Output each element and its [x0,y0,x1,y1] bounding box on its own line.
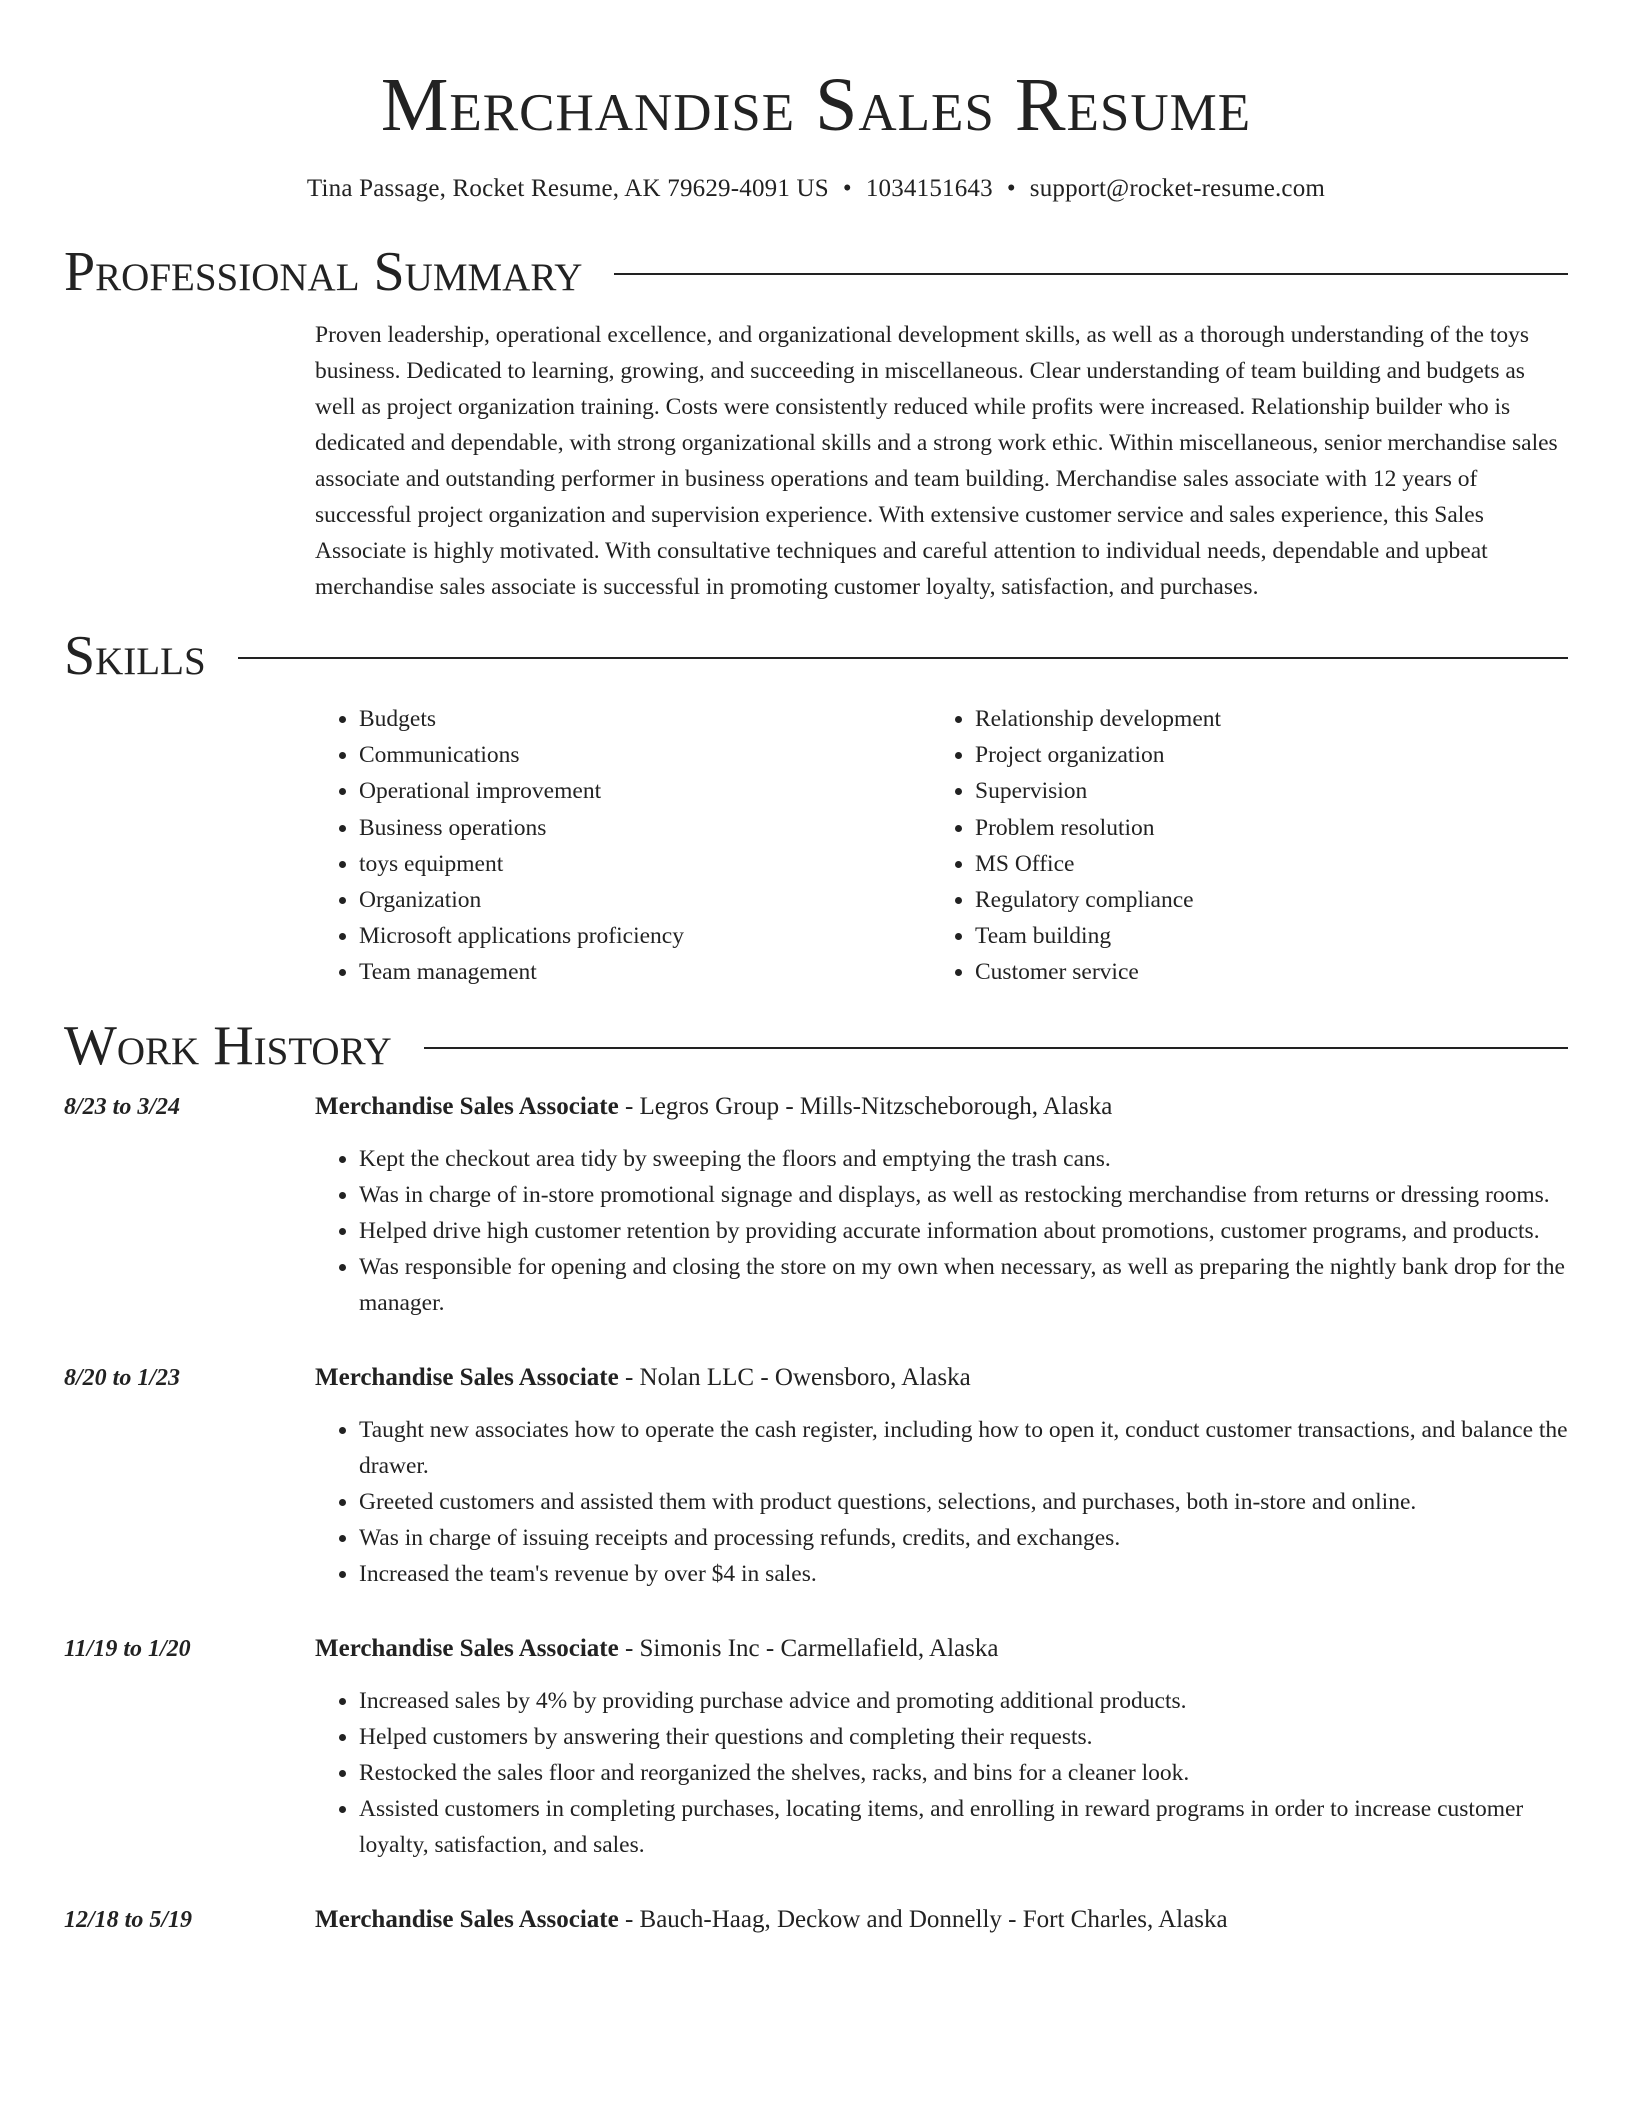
job-heading [315,1902,1568,1938]
responsibility-item: • Was in charge of in-store promotional signage and displays, as well as restocking merchandise from returns or dressing rooms. [359,1177,1568,1213]
section-divider [614,273,1568,275]
contact-phone: 1034151643 [865,175,993,202]
summary-section [64,237,1568,605]
responsibility-item: • Was in charge of issuing receipts and processing refunds, credits, and exchanges. [359,1520,1568,1556]
job-dates: 8/20 to 1/23 [64,1364,181,1391]
contact-address: Tina Passage, Rocket Resume, AK 79629-4091 US [306,175,829,202]
job-title: Merchandise Sales Associate [315,1905,619,1933]
skills-list-left [315,701,931,991]
contact-info [64,172,1568,206]
responsibility-item: • Taught new associates how to operate the cash register, including how to open it, conduct customer transactions, and balance the drawer. [359,1412,1568,1484]
summary-heading: Professional Summary [64,241,583,303]
job-body [315,1089,1568,1322]
job-entry [64,1902,1568,1938]
job-title: Merchandise Sales Associate [315,1634,619,1662]
job-body [315,1631,1568,1864]
job-company-location: - Legros Group - Mills-Nitzscheborough, Alaska [618,1092,1113,1120]
work-section [64,1011,1568,1938]
skill-item: • toys equipment [359,846,931,882]
job-body [315,1360,1568,1593]
job-dates: 8/23 to 3/24 [64,1093,181,1120]
skill-item: • Operational improvement [359,773,931,809]
work-header [64,1011,1568,1081]
contact-email: support@rocket-resume.com [1029,175,1326,202]
job-responsibilities [315,1683,1568,1864]
job-entry [64,1360,1568,1593]
responsibility-item: • Increased sales by 4% by providing purchase advice and promoting additional products. [359,1683,1568,1719]
skill-item: • Regulatory compliance [975,882,1547,918]
skill-item: • MS Office [975,846,1547,882]
job-responsibilities [315,1141,1568,1322]
skills-list-right [931,701,1547,991]
job-heading [315,1631,1568,1667]
section-divider [238,657,1568,659]
skill-item: • Budgets [359,701,931,737]
skills-section [64,621,1568,991]
job-dates: 12/18 to 5/19 [64,1906,193,1933]
responsibility-item: • Assisted customers in completing purchases, locating items, and enrolling in reward programs in order to increase customer loyalty, satisfaction, and sales. [359,1791,1568,1863]
skill-item: • Relationship development [975,701,1547,737]
summary-text: Proven leadership, operational excellence, and organizational development skills, as well as a thorough understanding of the toys business. Dedicated to learning, growing, and succeeding in miscellaneous. Clear understanding of team building and budgets as well as project organization training. Costs were consistently reduced while profits were increased. Relationship builder who is dedicated and dependable, with strong organizational skills and a strong work ethic. Within miscellaneous, senior merchandise sales associate and outstanding performer in business operations and team building. Merchandise sales associate with 12 years of successful project organization and supervision experience. With extensive customer service and sales experience, this Sales Associate is highly motivated. With consultative techniques and careful attention to individual needs, dependable and upbeat merchandise sales associate is successful in promoting customer loyalty, satisfaction, and purchases. [315,322,1558,600]
skill-item: • Communications [359,737,931,773]
skill-item: • Team management [359,954,931,990]
job-heading [315,1360,1568,1396]
job-heading [315,1089,1568,1125]
responsibility-item: • Helped drive high customer retention by providing accurate information about promotions, customer programs, and products. [359,1213,1568,1249]
contact-separator: • [842,175,852,202]
work-heading: Work History [64,1014,392,1077]
job-company-location: - Nolan LLC - Owensboro, Alaska [618,1363,971,1391]
job-title: Merchandise Sales Associate [315,1092,619,1120]
responsibility-item: • Greeted customers and assisted them with product questions, selections, and purchases, both in-store and online. [359,1484,1568,1520]
job-dates: 11/19 to 1/20 [64,1635,191,1662]
skill-item: • Business operations [359,810,931,846]
resume-title: Merchandise Sales Resume [380,63,1252,147]
skill-item: • Team building [975,918,1547,954]
skill-item: • Project organization [975,737,1547,773]
job-entry [64,1089,1568,1322]
summary-header [64,237,1568,307]
skill-item: • Organization [359,882,931,918]
job-body [315,1902,1568,1938]
skill-item: • Supervision [975,773,1547,809]
section-divider [424,1047,1568,1049]
responsibility-item: • Kept the checkout area tidy by sweeping the floors and emptying the trash cans. [359,1141,1568,1177]
job-company-location: - Simonis Inc - Carmellafield, Alaska [618,1634,999,1662]
skills-header [64,621,1568,691]
job-list [64,1089,1568,1938]
skill-item: • Customer service [975,954,1547,990]
responsibility-item: • Was responsible for opening and closing the store on my own when necessary, as well as preparing the nightly bank drop for the manager. [359,1249,1568,1321]
skills-heading: Skills [64,625,206,687]
job-responsibilities [315,1412,1568,1593]
resume-page [64,0,1568,1938]
responsibility-item: • Helped customers by answering their questions and completing their requests. [359,1719,1568,1755]
contact-separator: • [1006,175,1016,202]
responsibility-item: • Increased the team's revenue by over $4 in sales. [359,1556,1568,1592]
job-entry [64,1631,1568,1864]
responsibility-item: • Restocked the sales floor and reorganized the shelves, racks, and bins for a cleaner look. [359,1755,1568,1791]
skill-item: • Microsoft applications proficiency [359,918,931,954]
skills-columns [315,701,1568,991]
skill-item: • Problem resolution [975,810,1547,846]
job-company-location: - Bauch-Haag, Deckow and Donnelly - Fort Charles, Alaska [618,1905,1228,1933]
job-title: Merchandise Sales Associate [315,1363,619,1391]
